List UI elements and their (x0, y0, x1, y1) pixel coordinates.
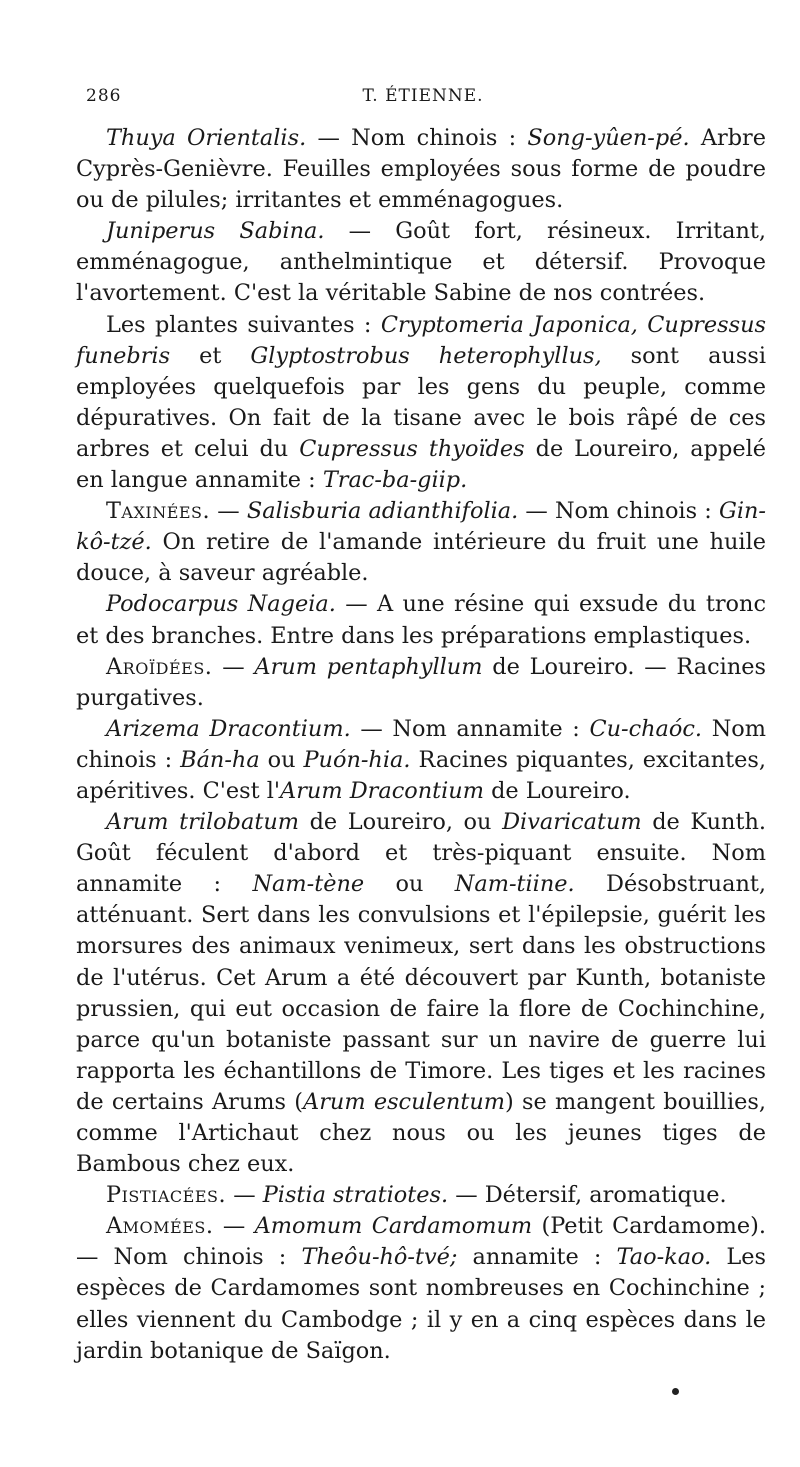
text-run: — A une résine qui exsude du tronc et des branches. Entre dans les préparations emplastiques. (76, 591, 766, 649)
italic-term: Arum pentaphyllum (254, 653, 483, 680)
paragraph (76, 807, 766, 1180)
paragraph (76, 496, 766, 589)
italic-term: Song-yûen-pé. (527, 125, 690, 151)
text-run: — Détersif, aromatique. (448, 1182, 727, 1209)
family-name: Taxinées. (106, 498, 211, 525)
text-run: Les plantes suivantes : (106, 311, 381, 338)
italic-term: Cupressus thyoïdes (299, 435, 525, 462)
text-run: Racines piquantes, excitantes, apéritives. C'est l' (76, 746, 767, 804)
italic-term: Trac-ba-giip. (322, 467, 468, 494)
paragraph (76, 216, 766, 309)
family-name: Aroïdées. (106, 653, 213, 680)
text-run: — Nom annamite : (350, 715, 590, 742)
text-run: — (226, 1182, 263, 1209)
ink-dot-mark (672, 1388, 679, 1395)
page-number: 286 (86, 86, 122, 106)
italic-term: Tao-kao. (616, 1244, 712, 1271)
italic-term: Arizema Dracontium. (106, 715, 351, 742)
family-name: Pistiacées. (106, 1182, 227, 1209)
italic-term: Glyptostrobus heterophyllus, (250, 342, 602, 369)
italic-term: Bán-ha (180, 746, 260, 773)
paragraph (76, 714, 766, 807)
text-run: sont aussi employées quelquefois par les gens du peuple, comme dépuratives. On fait de la tisane avec le bois râpé de ces arbres et celui du (76, 342, 766, 462)
paragraph (76, 652, 766, 714)
italic-term: Nam-tène (252, 871, 365, 898)
text-run: — (213, 1213, 255, 1240)
italic-term: Thuya Orientalis. (106, 125, 307, 151)
text-run: Arbre Cyprès-Genièvre. Feuilles employées sous forme de poudre ou de pilules; irritantes et emménagogues. (76, 125, 766, 214)
text-run: — Goût fort, résineux. Irritant, emménagogue, anthelmintique et détersif. Provoque l'avortement. C'est la véritable Sabine de nos contrées. (76, 218, 766, 307)
italic-term: Gin-kô-tzé. (76, 498, 766, 556)
text-run: Nom chinois : (76, 715, 766, 773)
text-run: — Nom chinois : (306, 125, 528, 151)
text-run: ou (259, 746, 304, 773)
italic-term: Theôu-hô-tvé; (301, 1244, 458, 1271)
text-run: Désobstruant, atténuant. Sert dans les convulsions et l'épilepsie, guérit les morsures des animaux venimeux, sert dans les obstructions de l'utérus. Cet Arum a été découvert par Kunth, botaniste prussien, qui eut occasion de faire la flore de Cochinchine, parce qu'un botaniste passant sur un navire de guerre lui rapporta les échantillons de Timore. Les tiges et les racines de certains Arums ( (76, 871, 766, 1115)
paragraph (76, 123, 766, 216)
body-text (76, 123, 766, 1367)
italic-term: Nam-tiine. (454, 871, 575, 898)
text-run: de Loureiro, ou (298, 809, 503, 836)
italic-term: Juniperus Sabina. (106, 218, 325, 245)
italic-term: Cu-chaóc. (589, 715, 703, 742)
text-run: annamite : (457, 1244, 617, 1271)
text-run: et (170, 342, 251, 369)
text-run: de Loureiro. — Racines purgatives. (76, 653, 766, 711)
italic-term: Puón-hia. (303, 746, 411, 773)
italic-term: Arum esculentum (303, 1088, 505, 1115)
italic-term: Arum Dracontium (280, 777, 484, 804)
text-run: ou (364, 871, 455, 898)
running-head: T. ÉTIENNE. (362, 86, 484, 106)
italic-term: Podocarpus Nageia. (106, 591, 336, 618)
text-run: Les espèces de Cardamomes sont nombreuses en Cochinchine ; elles viennent du Cambodge ; il y en a cinq espèces dans le jardin botanique de Saïgon. (76, 1244, 767, 1364)
paragraph (76, 310, 766, 497)
italic-term: Pistia stratiotes. (262, 1182, 449, 1209)
italic-term: Salisburia adianthifolia. (246, 498, 519, 525)
paragraph (76, 1211, 766, 1366)
paragraph (76, 1180, 766, 1211)
text-run: (Petit Cardamome). — Nom chinois : (76, 1213, 766, 1271)
text-run: On retire de l'amande intérieure du fruit une huile douce, à saveur agréable. (76, 529, 766, 587)
text-run: — Nom chinois : (518, 498, 719, 525)
page-header (78, 86, 768, 116)
text-run: — (210, 498, 247, 525)
italic-term: Amomum Cardamomum (254, 1213, 533, 1240)
text-run: de Loureiro. (483, 777, 631, 804)
text-run: — (212, 653, 255, 680)
paragraph (76, 589, 766, 651)
family-name: Amomées. (106, 1213, 214, 1240)
italic-term: Divaricatum (502, 809, 642, 836)
italic-term: Cryptomeria Japonica, Cupressus funebris (76, 311, 766, 369)
text-run: de Kunth. Goût féculent d'abord et très-piquant ensuite. Nom annamite : (76, 809, 767, 898)
italic-term: Arum trilobatum (106, 809, 299, 836)
text-run: ) se mangent bouillies, comme l'Artichaut chez nous ou les jeunes tiges de Bambous chez eux. (76, 1088, 766, 1178)
text-run: de Loureiro, appelé en langue annamite : (76, 435, 766, 494)
